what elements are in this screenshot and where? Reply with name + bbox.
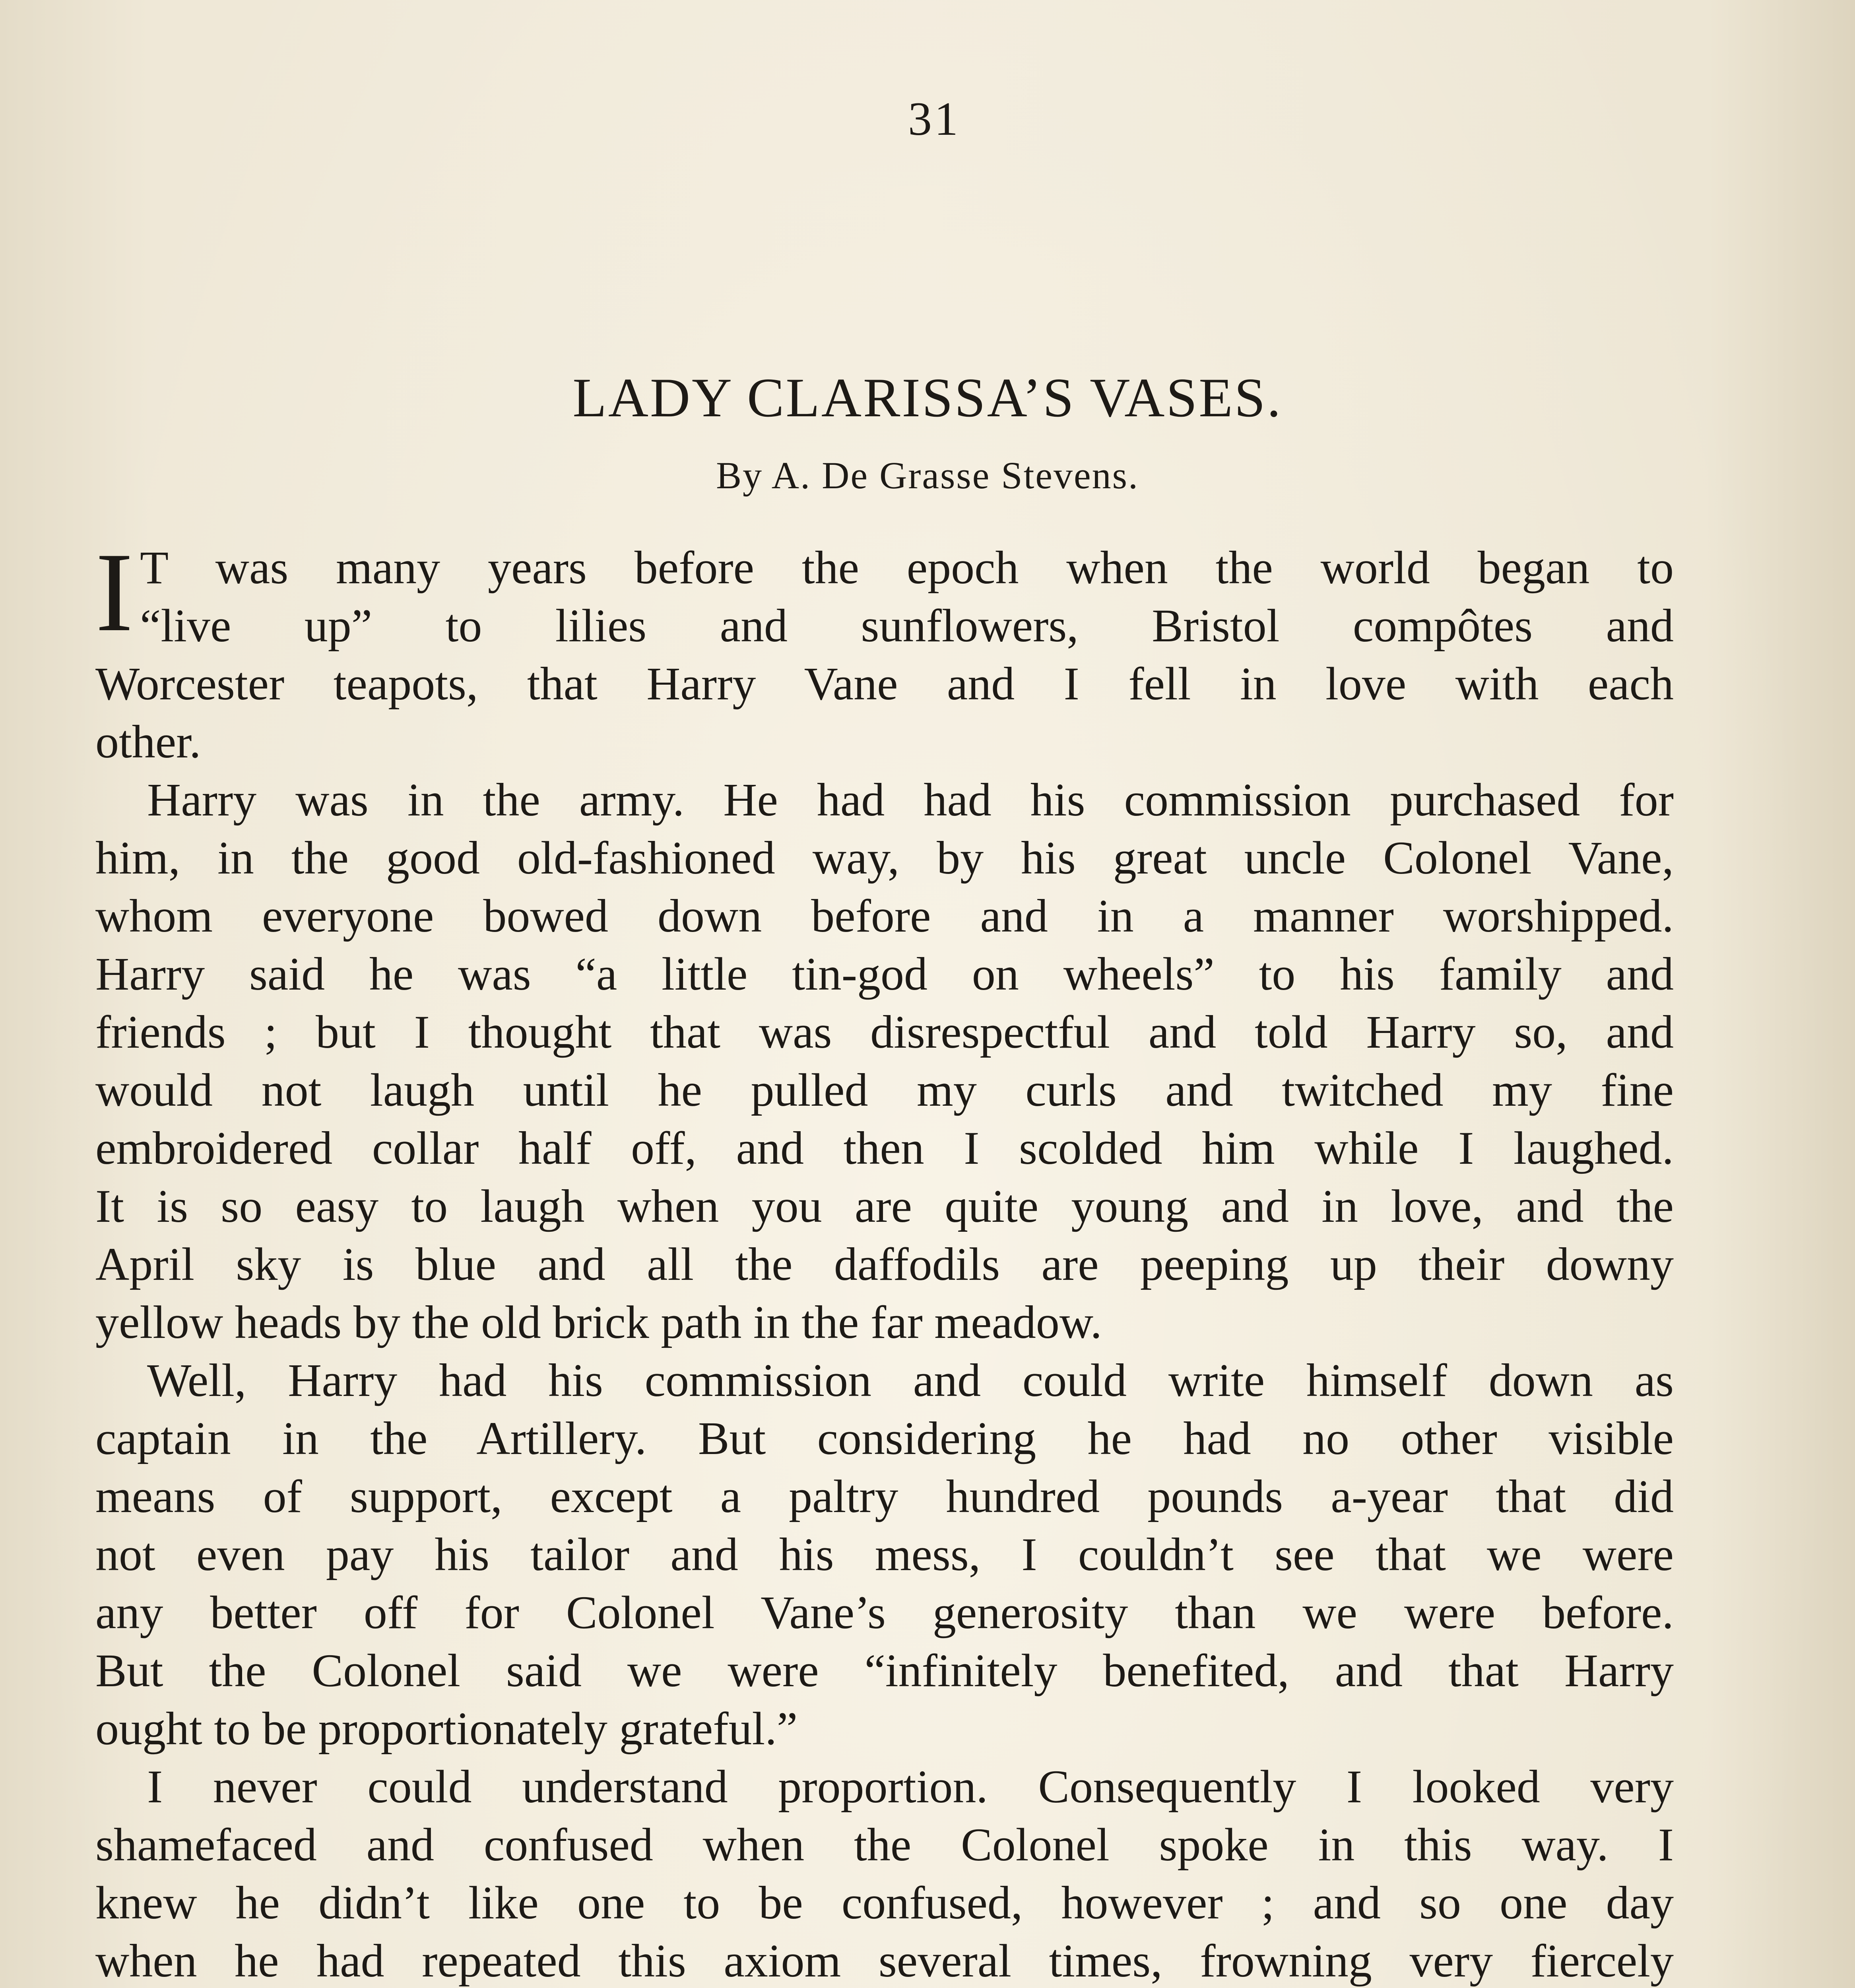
text-line: embroidered collar half off, and then I scolded him while I laughed.: [95, 1122, 1674, 1174]
text-line: friends ; but I thought that was disrespectful and told Harry so, and: [95, 1006, 1674, 1058]
text-line: when he had repeated this axiom several times, frowning very fiercely: [95, 1935, 1674, 1987]
text-line: ought to be proportionately grateful.”: [95, 1703, 798, 1755]
text-line: other.: [95, 716, 201, 768]
page-number: 31: [908, 92, 960, 145]
story-title: LADY CLARISSA’S VASES.: [572, 367, 1283, 429]
text-line: yellow heads by the old brick path in the far meadow.: [95, 1296, 1102, 1348]
text-line: I never could understand proportion. Consequently I looked very: [147, 1761, 1674, 1813]
text-line: any better off for Colonel Vane’s generosity than we were before.: [95, 1586, 1674, 1639]
text-line: Harry said he was “a little tin-god on wheels” to his family and: [95, 948, 1674, 1000]
text-line: But the Colonel said we were “infinitely benefited, and that Harry: [95, 1644, 1674, 1697]
text-line: not even pay his tailor and his mess, I couldn’t see that we were: [95, 1528, 1674, 1580]
text-line: whom everyone bowed down before and in a manner worshipped.: [95, 890, 1674, 942]
text-line: April sky is blue and all the daffodils are peeping up their downy: [95, 1238, 1674, 1290]
text-line: “live up” to lilies and sunflowers, Bristol compôtes and: [140, 600, 1674, 652]
text-line: It is so easy to laugh when you are quite young and in love, and the: [95, 1180, 1674, 1232]
text-line: Worcester teapots, that Harry Vane and I fell in love with each: [95, 658, 1674, 710]
text-line: Harry was in the army. He had had his commission purchased for: [147, 774, 1674, 826]
text-line: him, in the good old-fashioned way, by his great uncle Colonel Vane,: [95, 832, 1674, 884]
drop-cap: I: [95, 529, 133, 655]
text-line: would not laugh until he pulled my curls and twitched my fine: [95, 1064, 1674, 1116]
text-line: T was many years before the epoch when the world began to: [140, 542, 1674, 594]
text-line: knew he didn’t like one to be confused, however ; and so one day: [95, 1877, 1674, 1929]
text-line: means of support, except a paltry hundred pounds a-year that did: [95, 1470, 1674, 1522]
text-line: shamefaced and confused when the Colonel spoke in this way. I: [95, 1819, 1674, 1871]
text-line: captain in the Artillery. But considering he had no other visible: [95, 1412, 1674, 1464]
text-line: Well, Harry had his commission and could write himself down as: [147, 1354, 1674, 1406]
author-byline: By A. De Grasse Stevens.: [716, 454, 1139, 497]
story-body: [95, 529, 1674, 1988]
